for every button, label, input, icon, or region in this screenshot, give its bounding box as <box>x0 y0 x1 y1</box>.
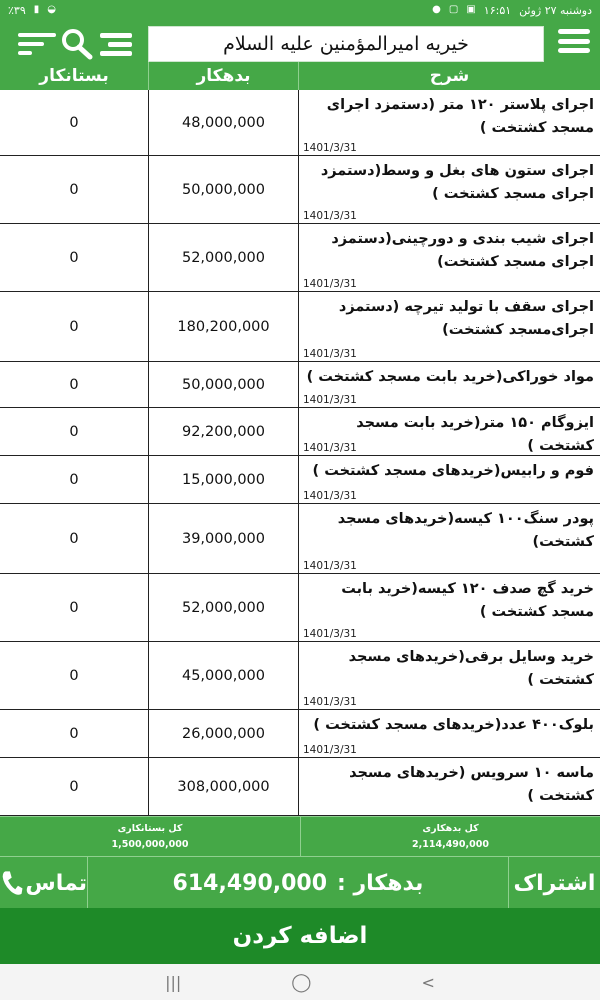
table-row[interactable] <box>0 90 600 156</box>
table-header <box>0 62 600 90</box>
status-right <box>432 4 592 17</box>
table-row[interactable] <box>0 642 600 710</box>
ledger-table[interactable] <box>0 90 600 816</box>
page-title: خیریه امیرالمؤمنین علیه السلام <box>148 26 544 62</box>
total-credit <box>0 817 300 856</box>
row-description: پودر سنگ۱۰۰ کیسه(خریدهای مسجد کشتخت) <box>337 511 594 550</box>
row-description-cell <box>298 224 600 291</box>
row-description-cell <box>298 292 600 361</box>
row-debit: 50,000,000 <box>148 362 298 407</box>
row-date: 1401/3/31 <box>303 348 357 360</box>
row-date: 1401/3/31 <box>303 394 357 406</box>
row-credit: 0 <box>69 667 79 684</box>
row-description-cell <box>298 408 600 455</box>
row-debit: 52,000,000 <box>148 574 298 641</box>
row-date: 1401/3/31 <box>303 744 357 756</box>
row-date: 1401/3/31 <box>303 696 357 708</box>
table-row[interactable] <box>0 224 600 292</box>
notification-icon: ▣ <box>466 4 476 15</box>
row-description: ایزوگام ۱۵۰ متر(خرید بابت مسجد کشتخت ) <box>356 415 594 454</box>
balance-display <box>88 857 508 909</box>
row-debit: 52,000,000 <box>148 224 298 291</box>
row-credit: 0 <box>69 318 79 335</box>
recent-apps-icon[interactable]: ||| <box>165 972 182 992</box>
contact-label: تماس <box>25 870 87 896</box>
row-description-cell <box>298 642 600 709</box>
total-credit-label: کل بستانکاری <box>117 823 183 834</box>
row-description: اجرای ستون های بغل و وسط(دستمزد اجرای مسجد کشتخت ) <box>320 163 594 202</box>
row-date: 1401/3/31 <box>303 560 357 572</box>
table-row[interactable] <box>0 574 600 642</box>
contact-button[interactable] <box>0 857 88 909</box>
row-date: 1401/3/31 <box>303 210 357 222</box>
battery-text: ٪۳۹ <box>8 3 26 17</box>
row-description: خرید وسایل برقی(خریدهای مسجد کشتخت ) <box>348 649 594 688</box>
totals-bar <box>0 816 600 856</box>
row-description-cell <box>298 362 600 407</box>
table-row[interactable] <box>0 758 600 816</box>
row-description: اجرای پلاستر ۱۲۰ متر (دستمزد اجرای مسجد کشتخت ) <box>326 97 594 136</box>
app-header <box>0 20 600 62</box>
filter-icon[interactable] <box>16 30 58 58</box>
row-date: 1401/3/31 <box>303 442 357 454</box>
row-description-cell <box>298 710 600 757</box>
battery-icon: ▮ <box>33 4 40 15</box>
table-row[interactable] <box>0 456 600 504</box>
row-credit: 0 <box>69 599 79 616</box>
row-description: اجرای سقف با تولید تیرچه (دستمزد اجرای‌مسجد کشتخت) <box>338 299 594 338</box>
status-date: دوشنبه ۲۷ ژوئن <box>519 3 592 17</box>
row-debit: 15,000,000 <box>148 456 298 503</box>
row-description: خرید گچ صدف ۱۲۰ کیسه(خرید بابت مسجد کشتخت ) <box>341 581 594 620</box>
row-description-cell <box>298 758 600 815</box>
row-description-cell <box>298 504 600 573</box>
row-description-cell <box>298 156 600 223</box>
hamburger-icon[interactable] <box>556 26 592 56</box>
row-date: 1401/3/31 <box>303 142 357 154</box>
balance-bar <box>0 856 600 908</box>
row-debit: 45,000,000 <box>148 642 298 709</box>
table-row[interactable] <box>0 362 600 408</box>
row-debit: 48,000,000 <box>148 90 298 155</box>
column-header-description: شرح <box>298 62 600 90</box>
row-description-cell <box>298 456 600 503</box>
total-credit-value: 1,500,000,000 <box>111 839 189 850</box>
search-icon[interactable] <box>60 28 94 60</box>
table-row[interactable] <box>0 504 600 574</box>
column-header-debit: بدهکار <box>148 62 298 90</box>
status-left <box>8 4 56 17</box>
wifi-icon: ◒ <box>47 4 56 15</box>
row-description: فوم و رابیس(خریدهای مسجد کشتخت ) <box>312 463 594 479</box>
row-date: 1401/3/31 <box>303 490 357 502</box>
row-debit: 50,000,000 <box>148 156 298 223</box>
row-debit: 26,000,000 <box>148 710 298 757</box>
row-description: بلوک۴۰۰ عدد(خریدهای مسجد کشتخت ) <box>313 717 594 733</box>
table-row[interactable] <box>0 156 600 224</box>
row-credit: 0 <box>69 778 79 795</box>
row-credit: 0 <box>69 376 79 393</box>
row-description: اجرای شیب بندی و دورچینی(دستمزد اجرای مسجد کشتخت) <box>331 231 594 270</box>
row-description-cell <box>298 574 600 641</box>
row-credit: 0 <box>69 725 79 742</box>
row-description-cell <box>298 90 600 155</box>
row-credit: 0 <box>69 530 79 547</box>
row-credit: 0 <box>69 249 79 266</box>
status-bar <box>0 0 600 20</box>
subscription-button[interactable]: اشتراک <box>508 857 600 909</box>
status-time: ۱۶:۵۱ <box>483 3 512 17</box>
system-nav-bar <box>0 964 600 1000</box>
row-date: 1401/3/31 <box>303 278 357 290</box>
total-debit-label: کل بدهکاری <box>422 823 479 834</box>
total-debit <box>300 817 600 856</box>
row-description: مواد خوراکی(خرید بابت مسجد کشتخت ) <box>306 369 594 385</box>
settings-status-icon: ● <box>432 4 441 15</box>
phone-icon <box>0 868 23 898</box>
row-credit: 0 <box>69 181 79 198</box>
back-icon[interactable]: < <box>421 972 435 992</box>
row-debit: 39,000,000 <box>148 504 298 573</box>
gallery-icon: ▢ <box>448 4 459 15</box>
table-row[interactable] <box>0 408 600 456</box>
row-debit: 180,200,000 <box>148 292 298 361</box>
row-credit: 0 <box>69 423 79 440</box>
balance-label: بدهکار : <box>337 870 424 896</box>
row-debit: 308,000,000 <box>148 758 298 815</box>
table-row[interactable] <box>0 292 600 362</box>
total-debit-value: 2,114,490,000 <box>412 839 489 850</box>
add-button[interactable]: اضافه کردن <box>0 908 600 964</box>
row-credit: 0 <box>69 114 79 131</box>
balance-value: 614,490,000 <box>172 870 328 896</box>
row-debit: 92,200,000 <box>148 408 298 455</box>
home-icon[interactable]: ◯ <box>291 971 312 993</box>
row-description: ماسه ۱۰ سرویس (خریدهای مسجد کشتخت ) <box>349 765 594 804</box>
row-date: 1401/3/31 <box>303 628 357 640</box>
row-credit: 0 <box>69 471 79 488</box>
table-row[interactable] <box>0 710 600 758</box>
column-header-credit: بستانکار <box>39 66 109 86</box>
list-icon[interactable] <box>98 28 136 60</box>
